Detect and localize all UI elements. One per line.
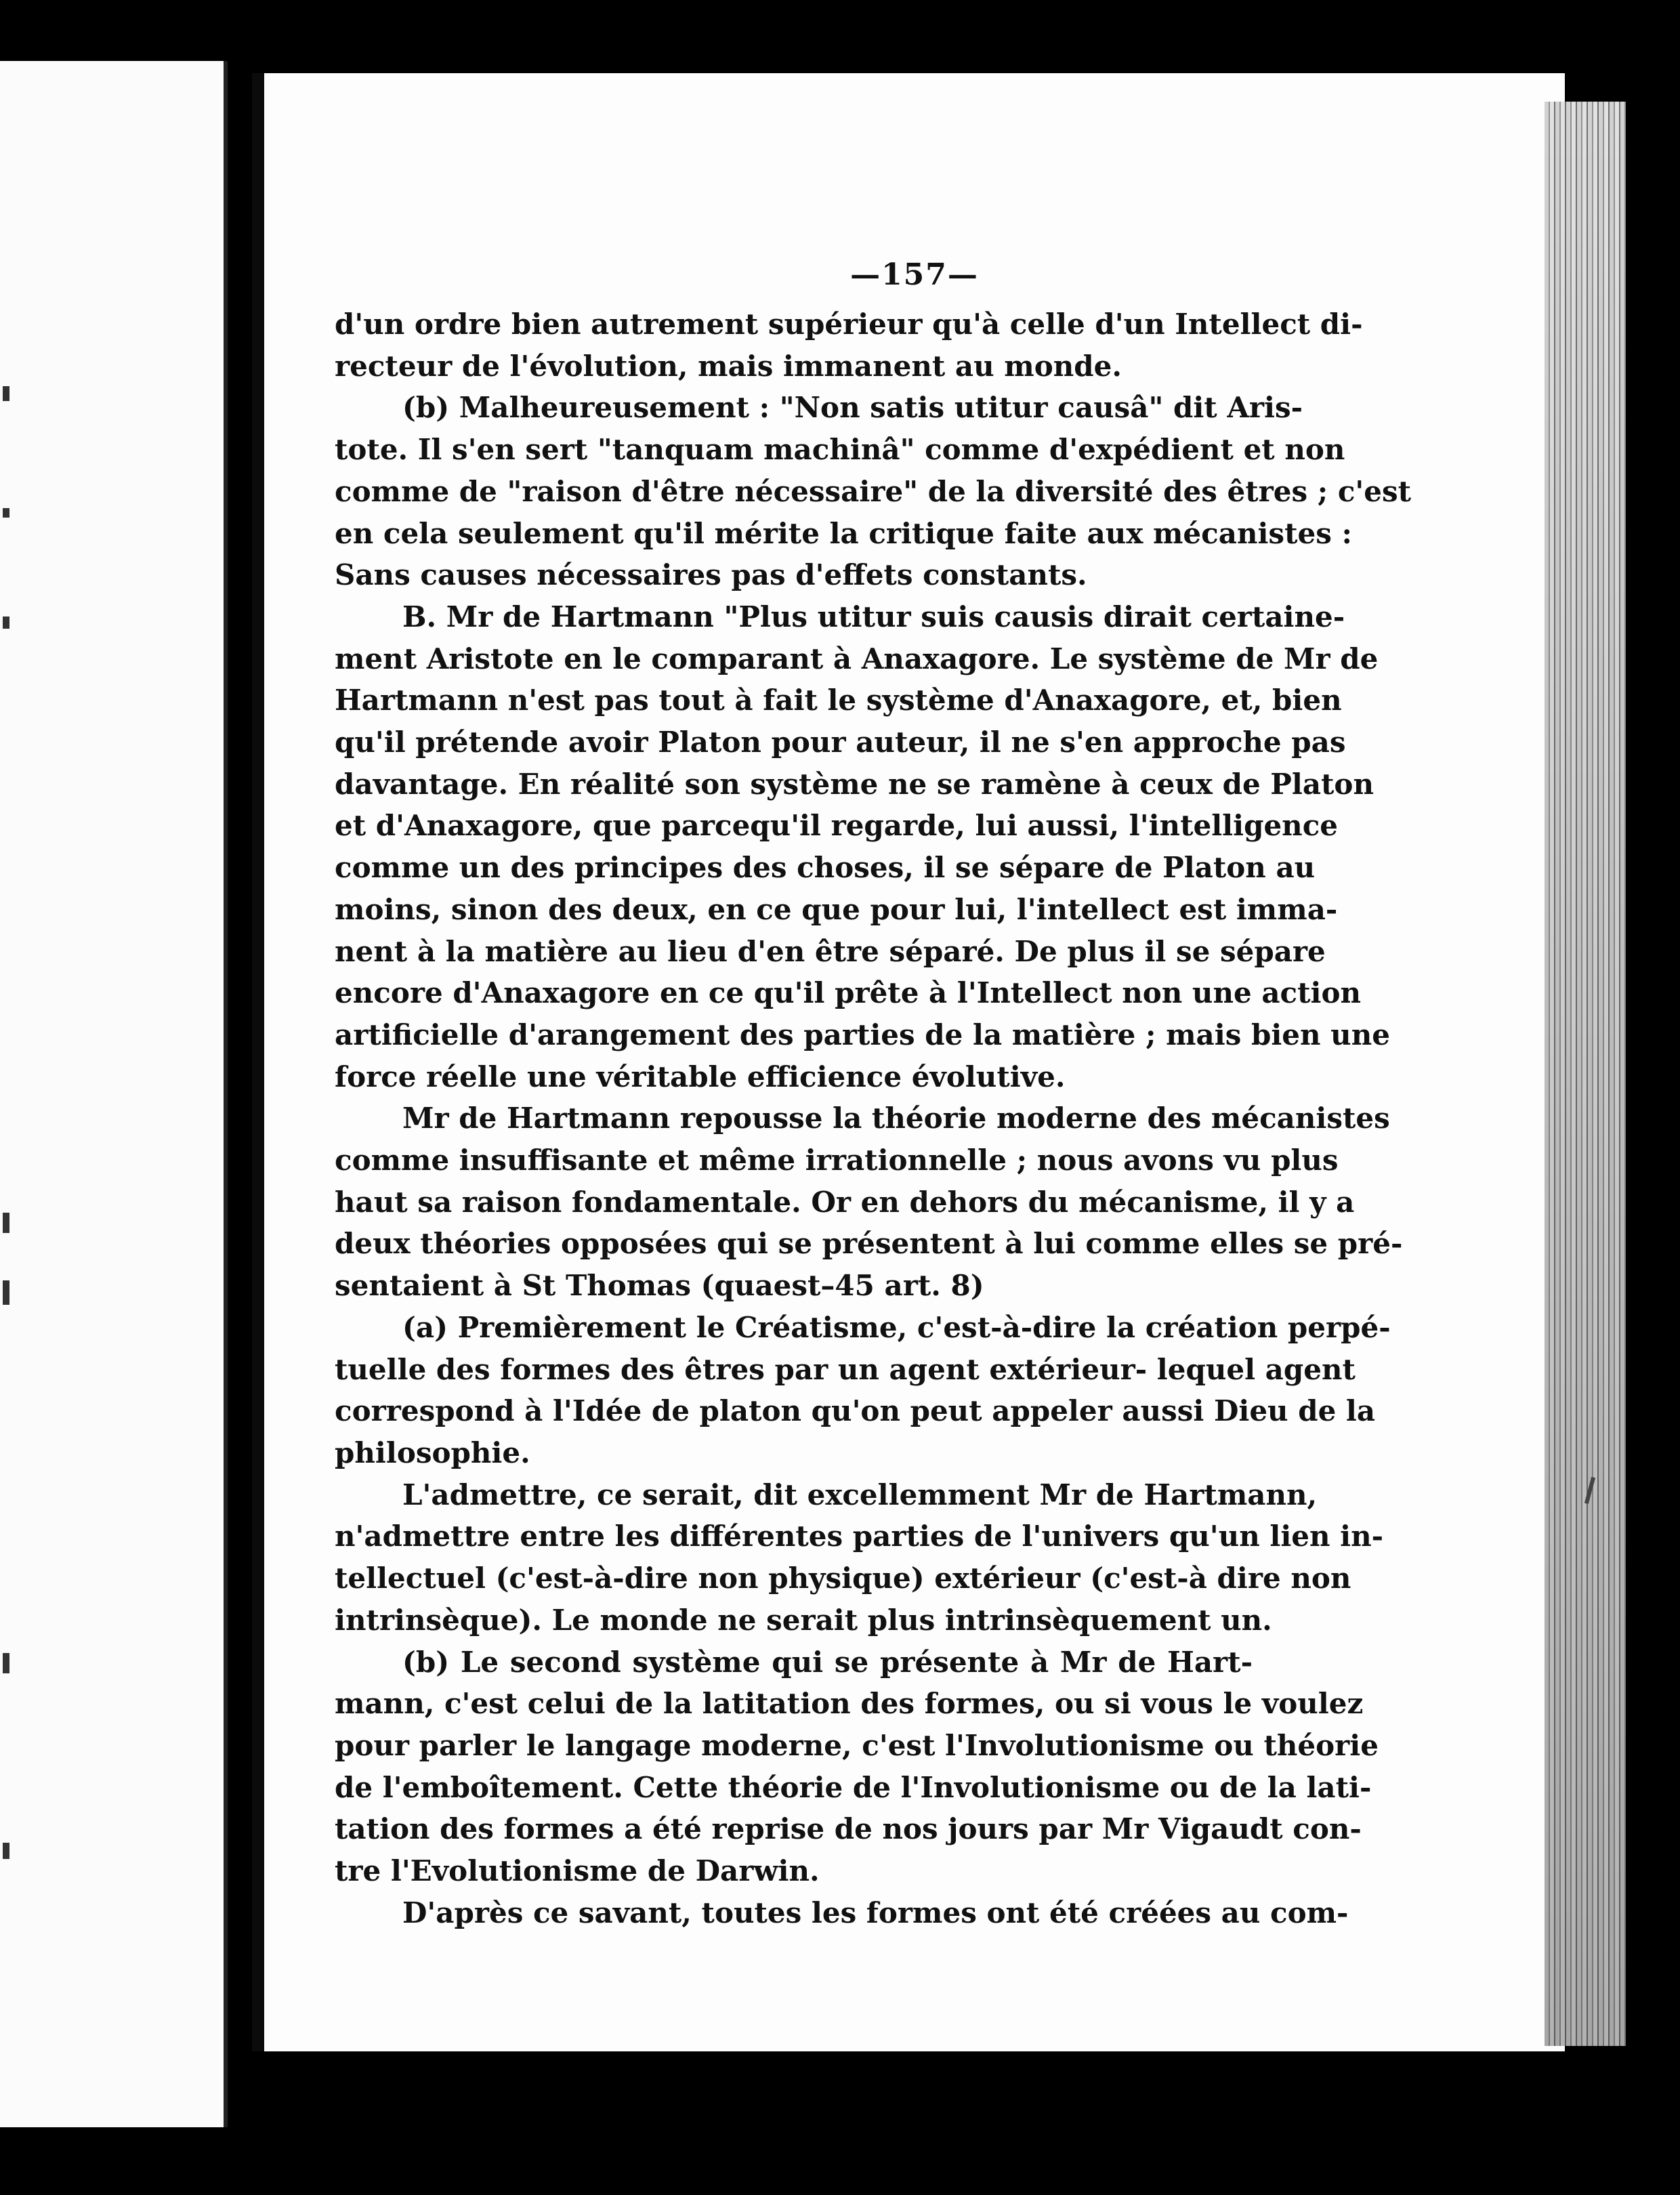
- book-page: [252, 73, 1565, 2051]
- text-line: qu'il prétende avoir Platon pour auteur, il ne s'en approche pas: [335, 726, 1346, 759]
- text-line: de l'emboîtement. Cette théorie de l'Involutionisme ou de la lati-: [335, 1770, 1372, 1804]
- text-line: moins, sinon des deux, en ce que pour lui, l'intellect est imma-: [335, 892, 1338, 926]
- text-line: recteur de l'évolution, mais immanent au monde.: [335, 349, 1122, 383]
- page-body-text: [335, 304, 1412, 1933]
- text-line: nent à la matière au lieu d'en être séparé. De plus il se sépare: [335, 934, 1326, 968]
- page-stack-edge: [1545, 102, 1626, 2046]
- text-line: et d'Anaxagore, que parcequ'il regarde, lui aussi, l'intelligence: [335, 809, 1338, 843]
- text-line: en cela seulement qu'il mérite la critique faite aux mécanistes :: [335, 516, 1352, 550]
- text-line: tellectuel (c'est-à-dire non physique) extérieur (c'est-à dire non: [335, 1562, 1351, 1595]
- text-line: mann, c'est celui de la latitation des formes, ou si vous le voulez: [335, 1687, 1364, 1721]
- text-line: (b) Le second système qui se présente à Mr de Hart-: [402, 1645, 1253, 1679]
- text-line: philosophie.: [335, 1436, 530, 1469]
- text-line: artificielle d'arangement des parties de la matière ; mais bien une: [335, 1018, 1390, 1051]
- facing-page-edge-marks: [0, 61, 20, 2127]
- text-line: force réelle une véritable efficience évolutive.: [335, 1060, 1066, 1093]
- text-line: Hartmann n'est pas tout à fait le système d'Anaxagore, et, bien: [335, 684, 1342, 717]
- text-line: intrinsèque). Le monde ne serait plus intrinsèquement un.: [335, 1603, 1272, 1637]
- text-line: tre l'Evolutionisme de Darwin.: [335, 1854, 820, 1888]
- text-line: davantage. En réalité son système ne se ramène à ceux de Platon: [335, 767, 1374, 801]
- page-number: —157—: [850, 257, 979, 292]
- text-line: deux théories opposées qui se présentent à lui comme elles se pré-: [335, 1227, 1403, 1261]
- text-line: (b) Malheureusement : "Non satis utitur causâ" dit Aris-: [402, 391, 1303, 425]
- text-line: sentaient à St Thomas (quaest–45 art. 8): [335, 1269, 984, 1303]
- text-line: encore d'Anaxagore en ce qu'il prête à l'Intellect non une action: [335, 976, 1362, 1010]
- text-line: (a) Premièrement le Créatisme, c'est-à-dire la création perpé-: [402, 1310, 1391, 1344]
- text-line: tation des formes a été reprise de nos jours par Mr Vigaudt con-: [335, 1812, 1362, 1846]
- text-line: n'admettre entre les différentes parties de l'univers qu'un lien in-: [335, 1520, 1384, 1553]
- text-line: comme de "raison d'être nécessaire" de la diversité des êtres ; c'est: [335, 474, 1412, 508]
- text-line: pour parler le langage moderne, c'est l'Involutionisme ou théorie: [335, 1728, 1379, 1762]
- text-line: comme insuffisante et même irrationnelle ; nous avons vu plus: [335, 1144, 1339, 1177]
- text-line: Sans causes nécessaires pas d'effets constants.: [335, 558, 1087, 592]
- text-line: correspond à l'Idée de platon qu'on peut appeler aussi Dieu de la: [335, 1394, 1376, 1428]
- text-line: tote. Il s'en sert "tanquam machinâ" comme d'expédient et non: [335, 433, 1345, 467]
- text-line: L'admettre, ce serait, dit excellemment Mr de Hartmann,: [402, 1478, 1318, 1511]
- facing-page: [0, 61, 228, 2127]
- text-line: d'un ordre bien autrement supérieur qu'à celle d'un Intellect di-: [335, 308, 1363, 341]
- text-line: B. Mr de Hartmann "Plus utitur suis causis dirait certaine-: [402, 600, 1345, 633]
- text-line: ment Aristote en le comparant à Anaxagore. Le système de Mr de: [335, 642, 1379, 675]
- text-line: haut sa raison fondamentale. Or en dehors du mécanisme, il y a: [335, 1185, 1355, 1219]
- text-line: comme un des principes des choses, il se sépare de Platon au: [335, 851, 1316, 885]
- text-line: Mr de Hartmann repousse la théorie moderne des mécanistes: [402, 1102, 1390, 1135]
- text-line: tuelle des formes des êtres par un agent extérieur- lequel agent: [335, 1352, 1356, 1386]
- text-line: D'après ce savant, toutes les formes ont été créées au com-: [402, 1896, 1349, 1929]
